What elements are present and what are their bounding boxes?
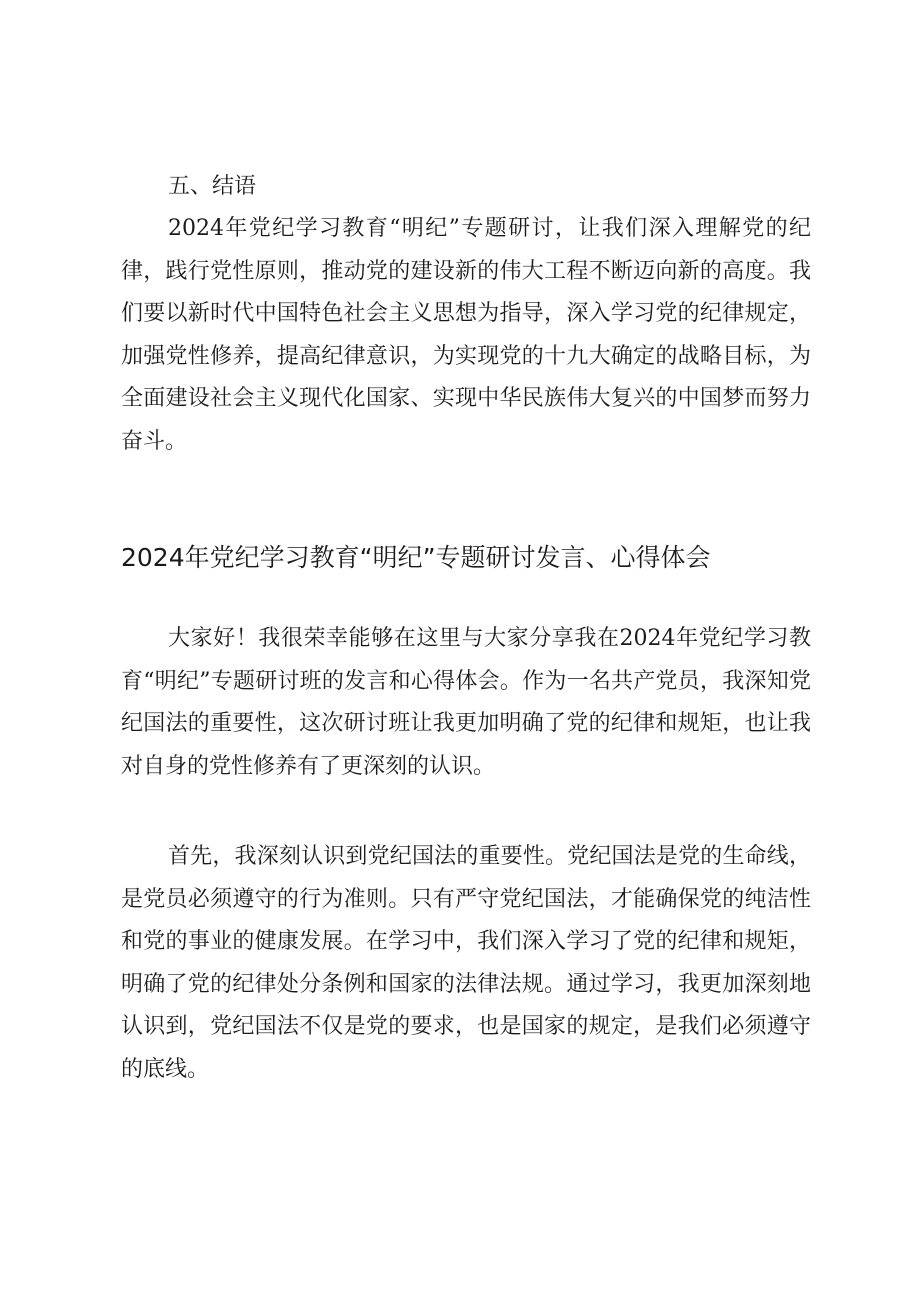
article-paragraph-2: 首先，我深刻认识到党纪国法的重要性。党纪国法是党的生命线，是党员必须遵守的行为准则。只有严守党纪国法，才能确保党的纯洁性和党的事业的健康发展。在学习中，我们深入学习了党的纪律和规矩，明确了党的纪律处分条例和国家的法律法规。通过学习，我更加深刻地认识到，党纪国法不仅是党的要求，也是国家的规定，是我们必须遵守的底线。: [121, 844, 811, 1082]
conclusion-paragraph: 2024年党纪学习教育“明纪”专题研讨，让我们深入理解党的纪律，践行党性原则，推动党的建设新的伟大工程不断迈向新的高度。我们要以新时代中国特色社会主义思想为指导，深入学习党的纪律规定，加强党性修养，提高纪律意识，为实现党的十九大确定的战略目标，为全面建设社会主义现代化国家、实现中华民族伟大复兴的中国梦而努力奋斗。: [121, 216, 811, 454]
article-title: 2024年党纪学习教育“明纪”专题研讨发言、心得体会: [121, 543, 711, 572]
section-heading-conclusion: 五、结语: [168, 174, 257, 199]
article-paragraph-1: 大家好！我很荣幸能够在这里与大家分享我在2024年党纪学习教育“明纪”专题研讨班的发言和心得体会。作为一名共产党员，我深知党纪国法的重要性，这次研讨班让我更加明确了党的纪律和规矩，也让我对自身的党性修养有了更深刻的认识。: [121, 626, 811, 779]
